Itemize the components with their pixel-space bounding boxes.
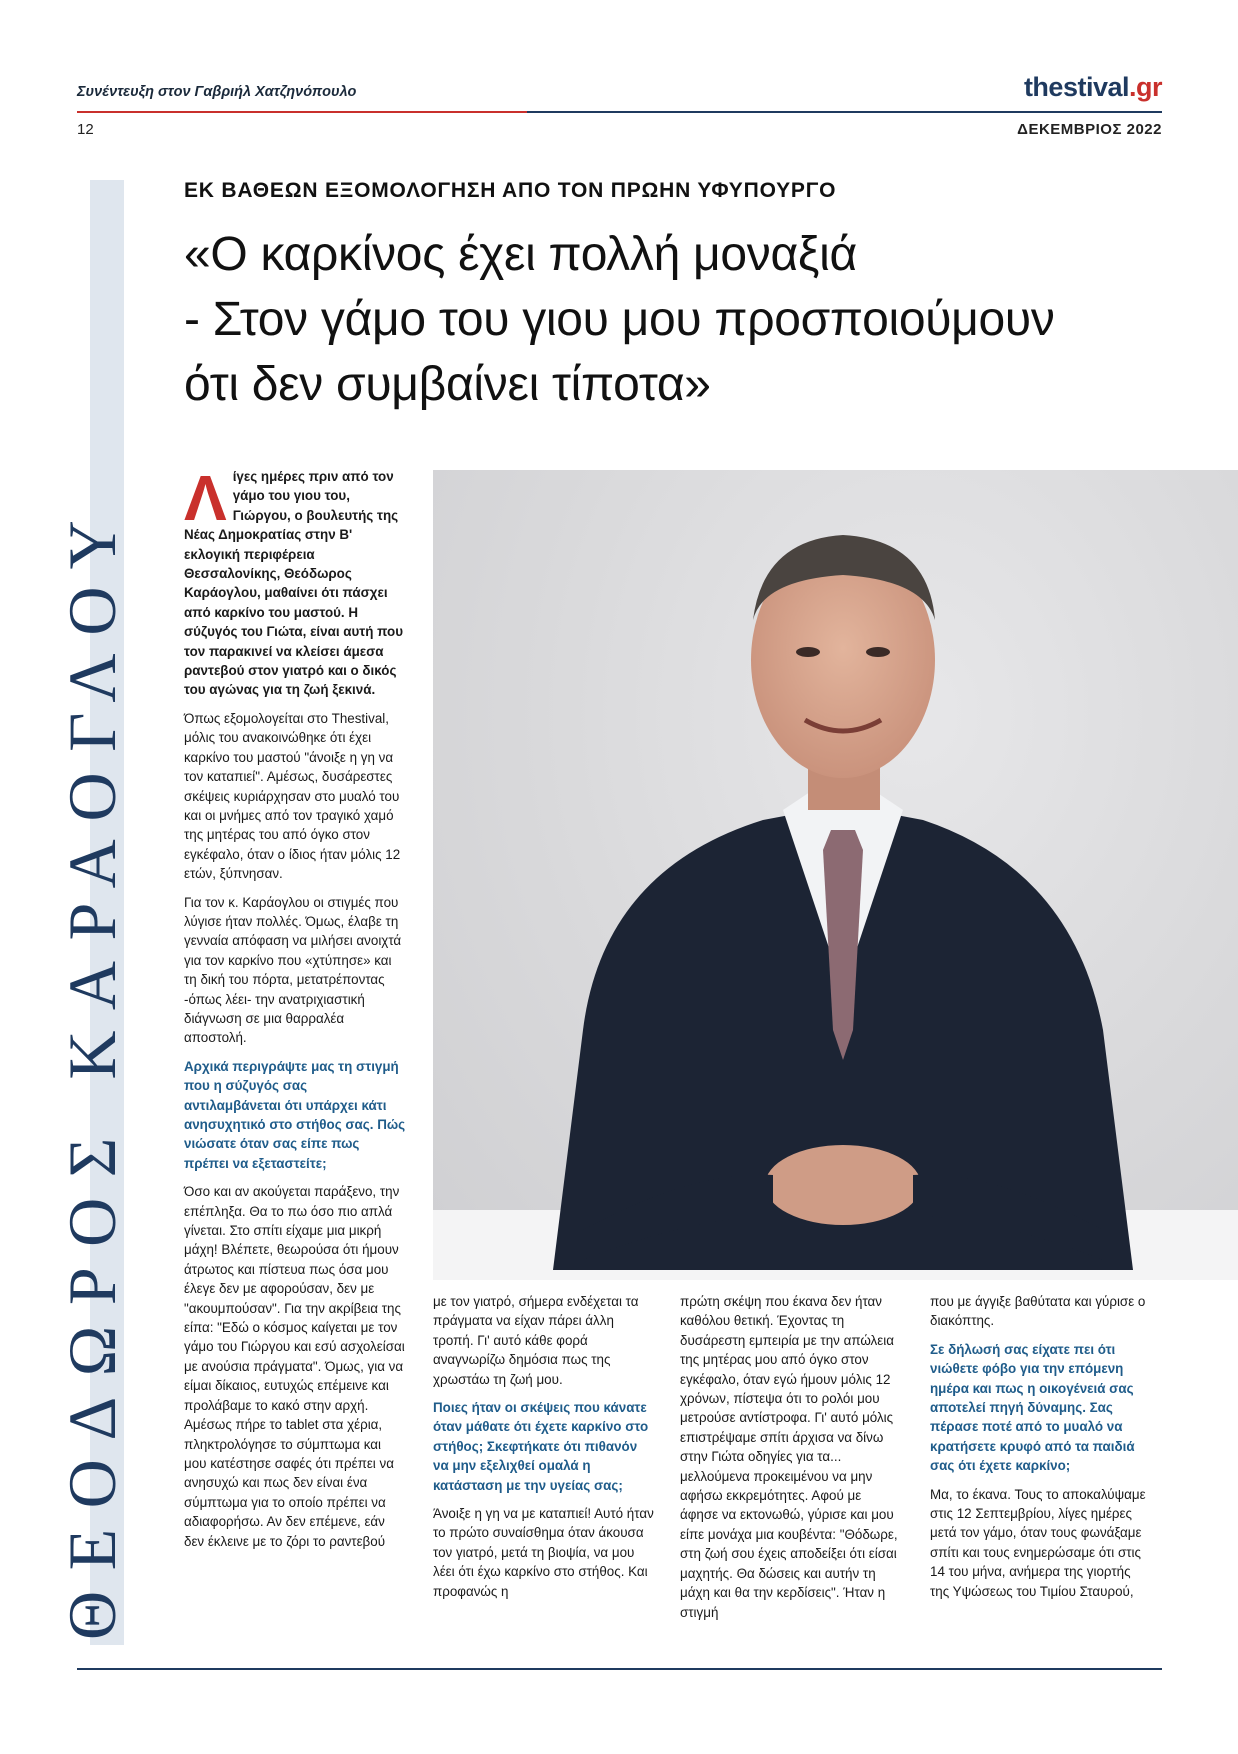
interview-answer: Όσο και αν ακούγεται παράξενο, την επέπληξα. Θα το πω όσο πιο απλά γίνεται. Στο σπίτι είχαμε μια μικρή μάχη! Βλέπετε, θεωρούσα ότι ήμουν άτρωτος και πίστευα πως όσα μου έλεγε δεν με αφορούσαν, δεν με "ακουμπούσαν". Για την ακρίβεια της είπα: "Εδώ ο κόσμος καίγεται με τον γάμο του Γιώργου και εσύ ασχολείσαι με ανούσια πράγματα". Όμως, για να είμαι δίκαιος, ευτυχώς επέμεινε και προλάβαμε το κακό στην αρχή. Αμέσως πήρε το tablet στα χέρια, πληκτρολόγησε το σύμπτωμα και μου κατέστησε σαφές ότι πρέπει να ανησυχώ και πως δεν είναι ένα σύμπτωμα για το οποίο πρέπει να αδιαφορήσω. Αν δεν επέμενε, εάν δεν έκλεινε με το ζόρι το ραντεβού xyxy=(184,1184,405,1549)
interview-answer: Άνοιξε η γη να με καταπιεί! Αυτό ήταν το πρώτο συναίσθημα όταν άκουσα τον γιατρό, μετά τη βιοψία, να μου λέει ότι έχω καρκίνο στο στήθος. Και προφανώς η xyxy=(433,1506,654,1599)
header-rule-blue xyxy=(527,111,1162,113)
header-rule-red xyxy=(77,111,527,113)
body-paragraph: Όπως εξομολογείται στο Thestival, μόλις του ανακοινώθηκε ότι έχει καρκίνο του μαστού "άνοιξε η γη να τον καταπιεί". Αμέσως, δυσάρεστες σκέψεις κυριάρχησαν στο μυαλό του και οι μνήμες από τον τραγικό χαμό της μητέρας του από όγκο στον εγκέφαλο, όταν ο ίδιος ήταν μόλις 12 ετών, ξύπνησαν. xyxy=(184,710,401,882)
body-paragraph: Για τον κ. Καράογλου οι στιγμές που λύγισε ήταν πολλές. Όμως, έλαβε τη γενναία απόφαση να μιλήσει ανοιχτά για τον καρκίνο που «χτύπησε» και τη δική του πόρτα, μετατρέποντας -όπως λέει- την ανατριχιαστική διάγνωση σε μια θαρραλέα αποστολή. xyxy=(184,894,402,1046)
interview-answer: Μα, το έκανα. Τους το αποκαλύψαμε στις 12 Σεπτεμβρίου, λίγες ημέρες μετά τον γάμο, όταν τους φωνάξαμε σπίτι και τους ενημερώσαμε ότι στις 14 του μήνα, ανήμερα της γιορτής της Υψώσεως του Τιμίου Σταυρού, xyxy=(930,1486,1146,1599)
site-logo[interactable] xyxy=(1024,72,1162,103)
lead-text: ίγες ημέρες πριν από τον γάμο του γιου του, Γιώργου, ο βουλευτής της Νέας Δημοκρατίας στην Β' εκλογική περιφέρεια Θεσσαλονίκης, Θεόδωρος Καράογλου, μαθαίνει ότι πάσχει από καρκίνο του μαστού. Η σύζυγός του Γιώτα, είναι αυτή που τον παρακινεί να κλείσει άμεσα ραντεβού στον γιατρό και ο δικός του αγώνας για τη ζωή ξεκινά. xyxy=(184,469,404,698)
article-column-4 xyxy=(930,1292,1152,1610)
drop-cap: Λ xyxy=(184,462,227,534)
article-headline xyxy=(184,222,1164,417)
headline-line-2: - Στον γάμο του γιου μου προσποιούμουν xyxy=(184,293,1055,346)
right-eye xyxy=(866,647,890,657)
headline-line-1: «Ο καρκίνος έχει πολλή μοναξιά xyxy=(184,228,857,281)
left-eye xyxy=(796,647,820,657)
page-number: 12 xyxy=(77,121,94,138)
interview-question: Ποιες ήταν οι σκέψεις που κάνατε όταν μάθατε ότι έχετε καρκίνο στο στήθος; Σκεφτήκατε ότι πιθανόν να μην εξελιχθεί ομαλά η κατάσταση με την υγείας σας; xyxy=(433,1400,649,1493)
headline-line-3: ότι δεν συμβαίνει τίποτα» xyxy=(184,358,711,411)
vertical-person-name: ΘΕΟΔΩΡΟΣ ΚΑΡΑΟΓΛΟΥ xyxy=(54,499,130,1640)
portrait-illustration xyxy=(433,470,1238,1280)
article-column-3 xyxy=(680,1292,902,1631)
article-column-2 xyxy=(433,1292,655,1610)
article-kicker: ΕΚ ΒΑΘΕΩΝ ΕΞΟΜΟΛΟΓΗΣΗ ΑΠΟ ΤΟΝ ΠΡΩΗΝ ΥΦΥΠΟΥΡΓΟ xyxy=(184,179,837,202)
interview-answer: πρώτη σκέψη που έκανα δεν ήταν καθόλου θετική. Έχοντας τη δυσάρεστη εμπειρία με την απώλεια της μητέρας μου από όγκο στον εγκέφαλο, όταν εγώ ήμουν μόλις 12 χρόνων, πίστεψα ότι το ρολόι μου μετρούσε αντίστροφα. Γι' αυτό μόλις επιστρέψαμε σπίτι άρχισα να δίνω στην Γιώτα οδηγίες για τα... μελλούμενα προκειμένου να μην αφήσω εκκρεμότητες. Αφού με άφησε να εκτονωθώ, γύρισε και μου είπε μονάχα μια κουβέντα: "Θόδωρε, στη ζωή σου έχεις αποδείξει ότι είσαι μαχητής. Θα δώσεις και αυτήν τη μάχη και θα την κερδίσεις". Ήταν η στιγμή xyxy=(680,1294,898,1620)
clasped-hands xyxy=(765,1145,921,1225)
footer-rule xyxy=(77,1668,1162,1670)
interview-answer: που με άγγιξε βαθύτατα και γύρισε ο διακόπτης. xyxy=(930,1294,1146,1329)
logo-dot: . xyxy=(1128,72,1136,102)
logo-text: thestival xyxy=(1023,72,1129,102)
interview-question: Αρχικά περιγράψτε μας τη στιγμή που η σύζυγός σας αντιλαμβάνεται ότι υπάρχει κάτι ανησυχητικό στο στήθος σας. Πώς νιώσατε όταν σας είπε πως πρέπει να εξεταστείτε; xyxy=(184,1058,406,1171)
lead-paragraph xyxy=(184,462,406,700)
portrait-photo xyxy=(433,470,1238,1280)
logo-tld: gr xyxy=(1136,72,1162,102)
interview-question: Σε δήλωσή σας είχατε πει ότι νιώθετε φόβο για την επόμενη ημέρα και πως η οικογένειά σας αποτελεί πηγή δύναμης. Σας πέρασε ποτέ από το μυαλό να κρατήσετε κρυφό από τα παιδιά σας ότι έχετε καρκίνο; xyxy=(930,1341,1135,1474)
issue-date: ΔΕΚΕΜΒΡΙΟΣ 2022 xyxy=(1017,121,1162,138)
interview-answer: με τον γιατρό, σήμερα ενδέχεται τα πράγματα να είχαν πάρει άλλη τροπή. Γι' αυτό κάθε φορά αναγνωρίζω δημόσια πως της χρωστάω τη ζωή μου. xyxy=(433,1294,639,1387)
running-header-section: Συνέντευξη στον Γαβριήλ Χατζηνόπουλο xyxy=(77,84,357,100)
article-column-1 xyxy=(184,462,406,1560)
